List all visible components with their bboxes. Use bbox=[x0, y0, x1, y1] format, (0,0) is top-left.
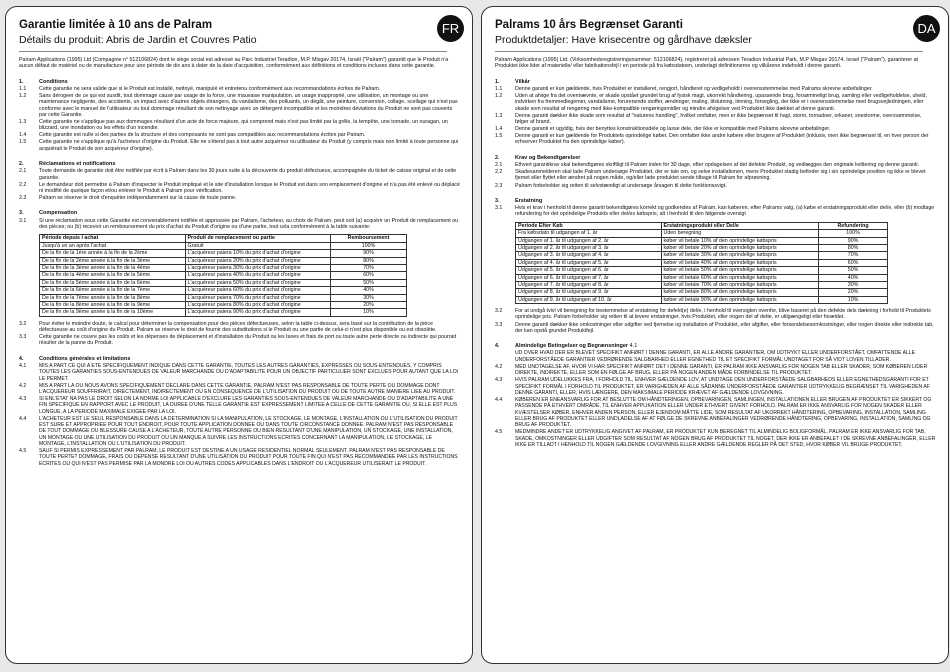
table-cell: 90% bbox=[819, 237, 888, 244]
table-row bbox=[40, 272, 407, 279]
clause bbox=[19, 321, 460, 334]
table-cell: køber vil betale 30% af den oprindelige købspris bbox=[661, 252, 819, 259]
language-badge-da: DA bbox=[913, 15, 940, 42]
clause-text: Hvis et krav i henhold til denne garanti bekendtgøres korrekt og godkendes af Palram, kan køberen, efter Palrams valg, (a) købe et erstatningsprodukt eller del/e, eller (b) modtage refundering for det oprindelige Produkts eller del/es købspris, alt i henhold til den følgende oversigt bbox=[515, 205, 935, 218]
section-claims bbox=[19, 161, 460, 201]
clause-number: 1.5 bbox=[495, 133, 503, 140]
table-cell: 30% bbox=[331, 294, 407, 301]
clause bbox=[495, 183, 936, 189]
table-row bbox=[40, 301, 407, 308]
section-heading: Réclamations et notifications bbox=[39, 161, 116, 168]
table-cell: 50% bbox=[331, 279, 407, 286]
clause bbox=[495, 133, 936, 146]
clause-text: HVIS PALRAM UDELUKKES FRA, I FORHOLD TIL, ENHVER GÆLDENDE LOV, AT UNDTAGE DEN UNDERFORSTÅEDE SALGBARHEDS ELLER EGNETHEDSGARANTI FOR ET SPECIFIKT FORMÅL I FORHOLD TIL PRODUKTET, ER VARIGHEDEN AF ALLE SÅDANNE UNDERFORSTÅEDE GARANTIER UDTRYKKELIG BEGRÆNSET TIL VARIGHEDEN AF DENNE GARANTI, ELLER, HVIS LÆNGERE, DEN MAKSIMALE PERIODE KRÆVET AF GÆLDENDE LOVGIVNING. bbox=[515, 377, 930, 396]
section-heading-suffix: 4.1 bbox=[629, 343, 638, 350]
clause-text: Cette garantie ne sera valide que si le Produit est installé, nettoyé, manipulé et entretenu conformément aux recommandations écrites de Palram. bbox=[39, 85, 381, 92]
table-row bbox=[516, 296, 888, 303]
clause-number: 2.1 bbox=[495, 162, 503, 169]
table-row bbox=[516, 252, 888, 259]
table-cell: De la fin de la 5ème année à la fin de la 6ème bbox=[40, 279, 186, 286]
clause-number: 2.2 bbox=[19, 181, 27, 188]
table-row bbox=[40, 250, 407, 257]
section-heading: Erstatning bbox=[515, 197, 543, 204]
clause-text: Cette garantie ne s'applique pas aux dommages résultant d'un acte de force majeure, qui comprend mais n'est pas limité par la grêle, la tempête, une tornade, un ouragan, un blizzard, une inondation ou les effets d'un incendie. bbox=[39, 118, 448, 132]
intro-paragraph: Palram Applications (1995) Ltd. (Virksomhedsregistreringsnummer: 512106824), registreret på adressen Teradion Industrial Park, M.P Misgav 20174, Israel ("Palram"), garanterer at Produktet ikke lider af materielle/ eller fabrikationsfejl i en periode på fra købsdatoen, underlagt definitionerne og vilkårene indeholdt i denne garanti. bbox=[495, 57, 919, 70]
clause-text: Skadesanmelderen skal lade Palram undersøge Produktet, der er tale om, og selve installationen, mens Produktet stadig befinder sig i sin oprindelige position og ikke er blevet fjernet eller flyttet eller ændret på nogen måde, og/eller lade produktet sende tilbage til Palram for afprøvning. bbox=[515, 169, 926, 182]
table-cell: 100% bbox=[331, 242, 407, 249]
clause-number: 4.3 bbox=[19, 396, 27, 403]
table-cell: Udgangen af 2. år til udgangen af 3. år bbox=[516, 244, 662, 251]
clause bbox=[19, 416, 460, 447]
clause-number: 2.3 bbox=[19, 195, 27, 202]
table-cell: De la fin de la 3ème année à la fin de la 4ème bbox=[40, 264, 186, 271]
table-row bbox=[516, 244, 888, 251]
clause-text: Uden at afvige fra det ovennævnte, er skade opstået grundet brug af fysisk magt, ukorrekt håndtering, upassende brug, forsømmeligt brug, samling eller vedligeholdelse, uheld, indvirken fra fremmedlegemer, vandalisme, forurenende stoffer, ændringer, maling, tilslutning, limning, forsegling, der ikke er i overensstemmelse med brugsvejledningen, eller skade som resultat af rengøring med ikke-kompatible rengøringsmidler og mindre afvigelser ved Produktet ikke dækket af denne garanti. bbox=[515, 92, 927, 112]
table-cell: De la fin de la 4ème année à la fin de la 5ème bbox=[40, 272, 186, 279]
table-cell: 20% bbox=[331, 301, 407, 308]
table-cell: 60% bbox=[819, 259, 888, 266]
table-cell: L'acquéreur paiera 60% du prix d'achat d'origine bbox=[185, 287, 331, 294]
table-cell: De la fin de la 1ère année à la fin de la 2ème bbox=[40, 250, 186, 257]
clause-text: SI ENL'ÉTAT NA PAS LE DROIT SELON LA NORME LOI APPLICABLE D'EXCLURE LES GARANTIES SOUS-ENTENDUES DE VALEUR MARCHANDE OU D'ADAPTABILITE A UNE FIN SPECIFIQUE EN RAPPORT AVEC LE PRODUIT, LA DUREE D'UNE TELLE GARANTIE EST EXPRESSEMENT LIMITEE A CELLE DE CETTE GARANTIE OU, SI ELLE EST PLUS LONGUE, A LA PERIODE MAXIMALE EXIGEE PAR LA LOI. bbox=[39, 396, 458, 415]
table-cell: De la fin de la 2ème année à la fin de la 3ème bbox=[40, 257, 186, 264]
clause-text: KØBEREN ER ENEANSVARLIG FOR AT BESLUTTE OM HÅNDTERINGEN, OPBEVARINGEN, SAMLINGEN, INSTALLATIONEN ELLER BRUGEN AF PRODUKTET ER SIKKERT OG PASSENDE PÅ ETHVERT OMRÅDE, TIL ENHVER APPLIKATION ELLER UNDER ETHVERT GIVENT FORHOLD. PALRAM ER IKKE ANSVARLIG FOR NOGEN SKADER ELLER KVÆSTELSER KØBER, ENHVER ANDEN PERSON, ELLER EJENDOM MÅTTE LIDE, SOM RESULTAT AF UKORREKT HÅNDTERING, OPBEVARING, INSTALLATION, SAMLING ELLER BRUG AF PRODUKTET ELLER UNDLADELSE AF AT FØLGE DE SKREVNE ANBEFALINGER VEDRØRENDE HÅNDTERING, OPBEVARING, INSTALLATION, SAMLING OG BRUG AF PRODUKTET. bbox=[515, 396, 932, 429]
clause bbox=[19, 119, 460, 132]
clause-text: Denne garanti dækker ikke omkostninger eller udgifter ved fjernelse og installation af Produktet, eller afgifter, eller forsendelsesomkostninger, eller nogen direkte eller indirekte tab, der kan opstå grundet Produktfejl. bbox=[515, 321, 934, 334]
clause-number: 2.2 bbox=[495, 169, 503, 176]
clause bbox=[495, 308, 936, 321]
table-row bbox=[516, 274, 888, 281]
clause bbox=[19, 448, 460, 467]
clause-text: MEDMINDRE ANDET ER UDTRYKKELIG ANGIVET AF PALRAM, ER PRODUKTET KUN BEREGNET TIL ALMINDELIG BOLIGFORMÅL. PALRAM ER IKKE ANSVARLIG FOR TAB, SKADE, OMKOSTNINGER ELLER UDGIFTER SOM RESULTAT AF NOGEN BRUG AF PRODUKTET TIL NOGET, DER IKKE ER ANBEFALET I DE SKREVNE ANBEFALINGER, ELLER IKKE ER TILLADT I HENHOLD TIL NOGEN GÆLDENDE LOVGIVNING ELLER ANDRE GÆLDENDE REGLER PÅ DET STED, HVOR KØBER VIL BRUGE PRODUKTET. bbox=[515, 429, 936, 448]
table-row bbox=[40, 242, 407, 249]
table-cell: Jusqu'à un an après l'achat bbox=[40, 242, 186, 249]
table-cell: køber vil betale 70% af den oprindelige købspris bbox=[661, 281, 819, 288]
table-cell: Udgangen af 9. år til udgangen af 10. år bbox=[516, 296, 662, 303]
clause-number: 1.2 bbox=[19, 92, 27, 99]
page-title: Palrams 10 års Begrænset Garanti bbox=[495, 19, 683, 31]
clause-number: 3.1 bbox=[19, 217, 27, 224]
section-number: 2. bbox=[495, 154, 500, 161]
section-number: 1. bbox=[19, 78, 24, 85]
clause bbox=[495, 397, 936, 428]
clause-number: 4.3 bbox=[495, 377, 503, 384]
clause-text: SAUF SI PERMIS EXPRESSEMENT PAR PALRAM, LE PRODUIT EST DESTINE A UN USAGE RESIDENTIEL NORMAL SEULEMENT. PALRAM N'EST PAS RESPONSABLE DE TOUTE PERTE? DOMMAGE, FRAIS OU DEPENSE RESULTANT D'UNE UTILISATION DU PRODUIT POUR TOUTE FIN QUI N'EST PAS RECOMMANDEE PAR LES INSTRUCTIONS ECRITES OU QUI N'EST PAS PERMISE PAR LA MONDRE LOI OU AUTRES CODES APPLICABLES DANS L'ENDROIT OU L'ACQUEREUR UTILISERAIT LE PRODUIT. bbox=[39, 448, 458, 467]
table-row bbox=[40, 264, 407, 271]
clause bbox=[495, 93, 936, 112]
section-heading: Compensation bbox=[39, 210, 78, 217]
table-cell: 90% bbox=[331, 250, 407, 257]
table-cell: Udgangen af 8. år til udgangen af 9. år bbox=[516, 289, 662, 296]
column-header: Remboursement bbox=[331, 235, 407, 242]
clause-text: Denne garanti er ugyldig, hvis der benyttes konstruktionsdele og lasse dele, der ikke er kompatible med Palrams skrevne anbefalinger. bbox=[515, 126, 831, 133]
clause-number: 4.4 bbox=[19, 415, 27, 422]
language-badge-fr: FR bbox=[437, 15, 464, 42]
table-cell: De la fin de la 7ème année à la fin de la 8ème bbox=[40, 294, 186, 301]
table-cell: køber vil betale 10% af den oprindelige købspris bbox=[661, 237, 819, 244]
section-number: 1. bbox=[495, 78, 500, 85]
clause-text: MIS A PART LA OU NOUS AVONS SPECIFIQUEMENT DECLARE DANS CETTE GARANTIE, PALRAM N'EST PAS RESPONSABLE DE TOUTE PERTE OU DOMMAGE DONT L'ACQUEREUR SOUFFRIRAIT, DIRECTEMENT, INDIRECTEMENT OU EN CONSEQUENCE DE L'UTILISATION DU PRODUIT OU DE TOUTE AUTRE MANIERE LIEE AU PRODUIT. bbox=[39, 382, 456, 396]
page-title: Garantie limitée à 10 ans de Palram bbox=[19, 19, 213, 31]
table-cell: De la fin de la 9ème année à la fin de la 10ème bbox=[40, 309, 186, 316]
section-number: 3. bbox=[495, 197, 500, 204]
clause-number: 1.1 bbox=[19, 85, 27, 92]
clause-text: MED UNDTAGELSE AF, HVOR VI HAR SPECIFIKT ANFØRT DET I DENNE GARANTI, ER PALRAM IKKE ANSVARLIG FOR NOGEN TAB ELLER SKADER, SOM KØBEREN LIDER DIREKTE, INDIREKTE, ELLER SOM EN FØLGE AF BRUG, ELLER PÅ NOGEN ANDEN MÅDE FORBINDELSE TIL PRODUKTET. bbox=[515, 363, 928, 377]
table-cell: 80% bbox=[819, 244, 888, 251]
clause-text: Pour éviter le moindre doute, le calcul pour déterminer la compensation pour des pièces défectueuses, selon la table ci-dessus, sera basé sur la contribution de la pièce défectueuse au coût d'origine du Produit. Palram se réserve le droit de fournir des substitutions si le Produit ou une partie de celui-ci n'est plus disponible ou est obsolète. bbox=[39, 320, 437, 334]
clause bbox=[19, 86, 460, 92]
table-cell: Udgangen af 6. år til udgangen af 7. år bbox=[516, 274, 662, 281]
section-heading: Krav og Bekendtgørelser bbox=[515, 154, 581, 161]
clause bbox=[495, 205, 936, 218]
clause-number: 3.2 bbox=[19, 320, 27, 327]
column-header: Période depuis l achat bbox=[40, 235, 186, 242]
page-subtitle: Produktdetaljer: Have krisecentre og gårdhave dæksler bbox=[495, 34, 923, 52]
section-number: 4. bbox=[495, 343, 500, 350]
section-heading: Conditions bbox=[39, 78, 68, 85]
table-cell: køber vil betale 60% af den oprindelige købspris bbox=[661, 274, 819, 281]
clause-text: Si une réclamation sous cette Garantie est convenablement notifiée et approuvée par Palram, l'acheteur, au choix de Palram, peut soit (a) acquérir un Produit de remplacement ou des pièces; ou (b) recevoir un remboursement du prix d'achat du Produit d'origine ou d'une partie, tout cela conformément à la table suivante: bbox=[39, 217, 459, 231]
clause-text: Denne garanti er kun gældende for Produktets oprindelige køber. Den omfatter ikke andre købere eller brugere af Produktet (inklusiv, men ikke begrænset til, en hver person der erhverver Produktet fra den oprindelige køber). bbox=[515, 133, 929, 146]
table-cell: 40% bbox=[331, 287, 407, 294]
table-cell: 20% bbox=[819, 289, 888, 296]
clause bbox=[495, 377, 936, 396]
clause-number: 4.1 bbox=[19, 363, 27, 370]
table-row bbox=[516, 281, 888, 288]
clause-number: 1.5 bbox=[19, 139, 27, 146]
table-row bbox=[516, 289, 888, 296]
clause-text: For at undgå tvivl vil beregning for bestemmelse af erstatning for defekt(e) del/e, i henhold til oversigten ovenfor, blive baseret på den defekte dels dækning i forhold til Produktets oprindelige pris. Palram forbeholder sig retten til at levere erstatninger, hvis Produktet, eller nogen del af dette, er utilgængeligt eller forældet. bbox=[515, 308, 931, 321]
clause bbox=[19, 396, 460, 415]
clause-number: 1.3 bbox=[19, 118, 27, 125]
page-subtitle: Détails du produit: Abris de Jardin et Couvres Patio bbox=[19, 34, 447, 52]
warranty-page-da bbox=[481, 6, 949, 664]
clause bbox=[495, 350, 936, 363]
table-cell: Uden beregning bbox=[661, 230, 819, 237]
table-row bbox=[40, 287, 407, 294]
table-cell: 100% bbox=[819, 230, 888, 237]
clause-number: 2.3 bbox=[495, 182, 503, 189]
table-row bbox=[516, 267, 888, 274]
section-compensation bbox=[495, 198, 936, 334]
clause-number: 1.4 bbox=[495, 126, 503, 133]
table-header-row bbox=[40, 235, 407, 242]
section-general-conditions bbox=[19, 356, 460, 467]
section-terms bbox=[495, 79, 936, 146]
section-number: 3. bbox=[19, 210, 24, 217]
table-row bbox=[40, 279, 407, 286]
section-general-conditions bbox=[495, 343, 936, 448]
intro-paragraph: Palram Applications (1995) Ltd (Compagnie n° 512106824) dont le siège social est adressé au Parc Industriel Teradion, M.P. Misgav 20174, Israël ("Palram") garantit que le Produit n'a aucun défaut de matériel ou de manufacture pour une période de dix ans à dater de la date d'acquisition, conformément aux définitions et conditions incluses dans cette garantie. bbox=[19, 57, 449, 70]
table-header-row bbox=[516, 222, 888, 229]
table-cell: De la fin de la 6ème année à la fin de la 7ème bbox=[40, 287, 186, 294]
clause-number: 3.2 bbox=[495, 308, 503, 315]
table-cell: Gratuit bbox=[185, 242, 331, 249]
clause-number: 4.2 bbox=[495, 363, 503, 370]
section-claims bbox=[495, 155, 936, 189]
clause-text: Cette garantie ne s'applique qu'à l'acheteur d'origine du Produit. Elle ne s'étend pas à tout autre acquéreur ou utilisateur du Produit (y compris mais non limité à toute personne qui acquiérait le Produit de son acquéreur d'origine). bbox=[39, 139, 459, 152]
clause-number: 1.1 bbox=[495, 85, 503, 92]
clause-number: 1.4 bbox=[19, 132, 27, 139]
clause-text: Cette garantie ne couvre pas les coûts et les dépenses de déplacement et d'installation du Produit ou les taxes et frais de port ou toute autre perte directe ou indirecte qui pourrait résulter de la panne du Produit. bbox=[39, 334, 457, 347]
table-cell: køber vil betale 90% af den oprindelige købspris bbox=[661, 296, 819, 303]
table-row bbox=[40, 309, 407, 316]
compensation-table bbox=[39, 234, 407, 316]
clause bbox=[19, 195, 460, 201]
table-row bbox=[516, 259, 888, 266]
table-cell: køber vil betale 20% af den oprindelige købspris bbox=[661, 244, 819, 251]
table-cell: køber vil betale 50% af den oprindelige købspris bbox=[661, 267, 819, 274]
table-cell: 30% bbox=[819, 281, 888, 288]
section-conditions bbox=[19, 79, 460, 152]
clause bbox=[19, 383, 460, 396]
clause bbox=[19, 93, 460, 118]
clause-number: 4.2 bbox=[19, 382, 27, 389]
table-cell: L'acquéreur paiera 20% du prix d'achat d'origine bbox=[185, 257, 331, 264]
clause bbox=[495, 169, 936, 182]
table-cell: 10% bbox=[331, 309, 407, 316]
clause-text: Le demandeur doit permettre à Palram d'inspecter le Produit impliqué et le site d'installation lorsque le Produit est dans son emplacement d'origine et n'a pas été enlevé ou déplacé ni modifié de quelque façon et/ou enlever le Produit à Palram pour vérification. bbox=[39, 181, 460, 195]
table-cell: Udgangen af 1. år til udgangen af 2. år bbox=[516, 237, 662, 244]
clause-text: Cette garantie est nulle si des parties de la structure et des composants ne sont pas compatibles aux recommandations écrites par Palram. bbox=[39, 132, 366, 139]
column-header: Produit de remplacement ou partie bbox=[185, 235, 331, 242]
clause-text: Denne garanti er kun gældende, hvis Produktet er installeret, rengjort, håndteret og vedligeholdt i overensstemmelse med Palrams skrevne anbefalinger. bbox=[515, 85, 873, 92]
table-cell: køber vil betale 80% af den oprindelige købspris bbox=[661, 289, 819, 296]
table-cell: Udgangen af 7. år til udgangen af 8. år bbox=[516, 281, 662, 288]
section-number: 4. bbox=[19, 355, 24, 362]
clause-number: 3.3 bbox=[19, 334, 27, 341]
table-cell: 10% bbox=[819, 296, 888, 303]
clause bbox=[19, 182, 460, 195]
column-header: Refundering bbox=[819, 222, 888, 229]
clause bbox=[19, 218, 460, 231]
table-cell: L'acquéreur paiera 10% du prix d'achat d'origine bbox=[185, 250, 331, 257]
clause-number: 1.3 bbox=[495, 112, 503, 119]
clause-number: 3.1 bbox=[495, 205, 503, 212]
clause-text: Palram forbeholder sig retten til selvstændigt at undersøge årsagen til dette funktionssvigt. bbox=[515, 182, 727, 189]
clause-number bbox=[495, 350, 515, 363]
section-compensation bbox=[19, 210, 460, 346]
clause-text: Toute demande de garantie doit être notifiée par écrit à Palram dans les 30 jours suite à la découverte du produit défectueux, accompagnée du ticket de caisse original et de cette garantie. bbox=[39, 168, 457, 181]
clause-text: MIS A PART CE QUI A ETE SPECIFIQUEMENT INDIQUE DANS CETTE GARANTIE, TOUTES LES AUTRES GARANTIES, EXPRESSES OU SOUS-ENTENDUES, Y COMPRIS TOUTES LES GARANTIES SOUS-ENTENDUES DE VALEUR MARCHANDE OU D'ADAPTABILITE POUR UN OBJECTIF PARTICULIER SONT EXCLUES POUR AUTANT QUE LA LOI LE PERMET. bbox=[39, 363, 459, 382]
clause bbox=[19, 363, 460, 382]
table-cell: køber vil betale 40% af den oprindelige købspris bbox=[661, 259, 819, 266]
table-cell: 70% bbox=[819, 252, 888, 259]
clause-text: Ethvert garantikrav skal bekendtgøres skriftligt til Palram inden for 30 dage, efter opdagelsen af det defekte Produkt, og vedlægges den originale kvittering og denne garanti. bbox=[515, 162, 919, 169]
clause-number: 4.4 bbox=[495, 396, 503, 403]
table-cell: De la fin de la 8ème année à la fin de la 9ème bbox=[40, 301, 186, 308]
clause bbox=[495, 162, 936, 168]
table-cell: Fra købsdato til udgangen af 1. år bbox=[516, 230, 662, 237]
table-row bbox=[516, 237, 888, 244]
clause-number: 4.5 bbox=[495, 429, 503, 436]
table-cell: 60% bbox=[331, 272, 407, 279]
table-cell: L'acquéreur paiera 50% du prix d'achat d'origine bbox=[185, 279, 331, 286]
table-cell: 70% bbox=[331, 264, 407, 271]
clause-text: Denne garanti dækker ikke skade som resultat af "naturens handling", hvilket omfatter, men er ikke begrænset til hagl, storm, tornadoer, orkaner, snestorme, oversvømmelse, følger af brand. bbox=[515, 112, 922, 125]
section-heading: Vilkår bbox=[515, 78, 530, 85]
column-header: Erstatningsprodukt eller Del/e bbox=[661, 222, 819, 229]
clause bbox=[19, 132, 460, 138]
clause-text: L'ACHETEUR EST LE SEUL RESPONSABLE DANS LA DETERMINATION SI LA MANIPULATION, LE STOCKAGE, LE MONTAGE, L'INSTALLATION OU L'UTILISATION DU PRODUIT EST SURE ET APPROPRIEE POUR TOUT ENDROIT, POUR TOUTE APPLICATION DONNEE OU DANS TOUTE CIRCONSTANCE DONNEE. PALRAM N'EST PAS RESPONSABLE DE TOUT DOMMAGE OU BLESSURE CAUSE A L'ACHETEUR, TOUTE AUTRE PERSONNE OU BIEN RESULTANT D'UNE MANIPULATION, UN STOCKAGE, UNE INSTALLATION, UN MONTAGE OU UNE UTILISATION DU PRODUIT OU UN MANQUE A SUIVRE LES INSTRUCTIONS ECRITES CONCERNANT LA MANIPULATION, LE STOCKAGE, LE MONTAGE, L'INSTALLATION OU L'UTILISATION DU PRODUIT. bbox=[39, 415, 458, 448]
clause bbox=[495, 126, 936, 132]
table-cell: L'acquéreur paiera 40% du prix d'achat d'origine bbox=[185, 272, 331, 279]
compensation-table bbox=[515, 222, 888, 304]
table-cell: L'acquéreur paiera 30% du prix d'achat d'origine bbox=[185, 264, 331, 271]
table-cell: 80% bbox=[331, 257, 407, 264]
column-header: Periode Efter Køb bbox=[516, 222, 662, 229]
table-row bbox=[516, 230, 888, 237]
clause bbox=[19, 334, 460, 347]
section-number: 2. bbox=[19, 161, 24, 168]
clause-text: Palram se réserve le droit d'enquêter indépendamment sur la cause de toute panne. bbox=[39, 195, 237, 202]
section-heading: Almindelige Betingelser og Begrænsninger bbox=[515, 343, 629, 350]
table-cell: 50% bbox=[819, 267, 888, 274]
table-cell: L'acquéreur paiera 90% du prix d'achat d'origine bbox=[185, 309, 331, 316]
table-cell: L'acquéreur paiera 70% du prix d'achat d'origine bbox=[185, 294, 331, 301]
table-cell: 40% bbox=[819, 274, 888, 281]
warranty-page-fr bbox=[5, 6, 473, 664]
clause-number: 1.2 bbox=[495, 92, 503, 99]
clause bbox=[495, 113, 936, 126]
clause-number: 3.3 bbox=[495, 321, 503, 328]
table-cell: L'acquéreur paiera 80% du prix d'achat d'origine bbox=[185, 301, 331, 308]
clause-number: 4.5 bbox=[19, 448, 27, 455]
table-cell: Udgangen af 4. år til udgangen af 5. år bbox=[516, 259, 662, 266]
table-cell: Udgangen af 3. år til udgangen af 4. år bbox=[516, 252, 662, 259]
section-heading: Conditions générales et limitations bbox=[39, 355, 131, 362]
clause bbox=[495, 429, 936, 448]
clause bbox=[19, 139, 460, 152]
table-row bbox=[40, 294, 407, 301]
clause bbox=[495, 364, 936, 377]
clause bbox=[19, 168, 460, 181]
clause-number: 2.1 bbox=[19, 168, 27, 175]
table-cell: Udgangen af 5. år til udgangen af 6. år bbox=[516, 267, 662, 274]
clause-text: UD OVER HVAD DER ER BLEVET SPECIFIKT ANFØRT I DENNE GARANTI, ER ALLE ANDRE GARANTIER, OM UDTRYKT ELLER UNDERFORSTÅET, OMFATTENDE ALLE UNDERFORSTÅEDE GARANTIER VEDRØRENDE SALGBARHED ELLER EGNETHED TIL ET SPECIFIKT FORMÅL UNDTAGET FOR SÅ VIDT LOVEN TILLADER. bbox=[515, 350, 916, 363]
clause bbox=[495, 322, 936, 335]
clause-text: Sans dérogeer de ce qui est susdit, tout dommage causé par usage de la force, une mauvaise manipulation, un usage inapproprié, une utilisation, un montage ou une maintenance negligente, des accidents, un impact avec d'autres objets étrangers, du vandalisme, des polluants, un dégât, une peinture, conversion, collage, scellage qui n'est pas conforme avec le manuel de l'utilisateur ou tout dommage résultant de son nettoyage avec un détergent incompatible et les moindres déviations du Produit ne sont pas couverts par cette Garantie. bbox=[39, 92, 458, 118]
clause bbox=[495, 86, 936, 92]
table-row bbox=[40, 257, 407, 264]
